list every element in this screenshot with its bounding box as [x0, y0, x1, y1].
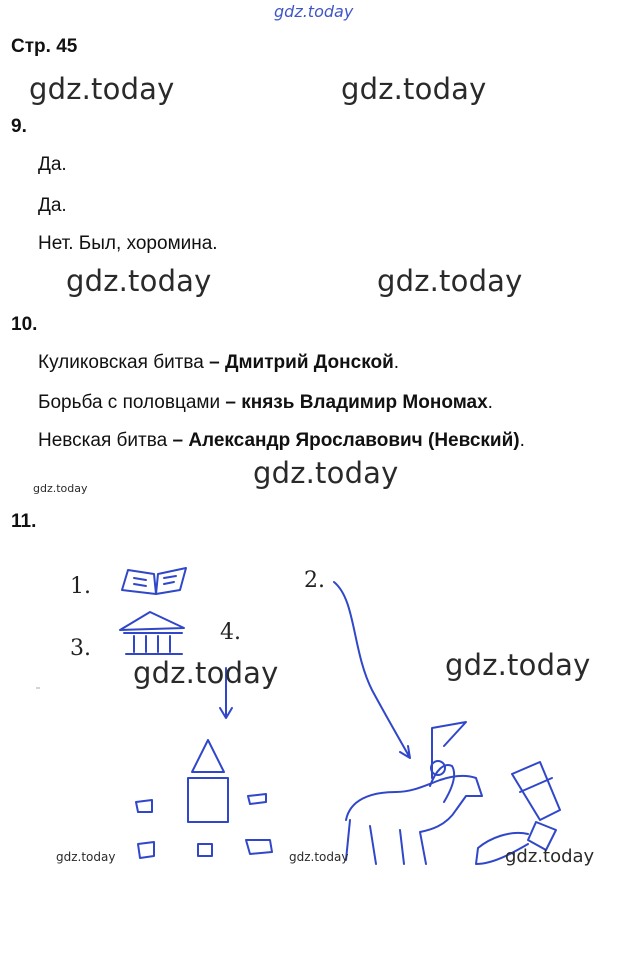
question-number-11: 11. — [11, 511, 37, 532]
answer-10-3 — [38, 430, 525, 452]
watermark: gdz.today — [253, 456, 399, 490]
drawing-label-4: 4. — [220, 620, 241, 645]
event-name: Борьба с половцами — [38, 392, 221, 413]
watermark: gdz.today — [377, 264, 523, 298]
page-title: Стр. 45 — [11, 36, 78, 57]
person-name: Дмитрий Донской — [224, 352, 394, 373]
watermark: gdz.today — [445, 648, 591, 682]
drawing-label-2: 2. — [304, 568, 325, 593]
period: . — [393, 352, 400, 373]
watermark-small: gdz.today — [505, 846, 595, 867]
book-icon — [122, 568, 186, 594]
watermark-small: gdz.today — [56, 850, 116, 864]
period: . — [519, 430, 525, 451]
event-name: Невская битва — [38, 430, 168, 451]
drawing-label-1: 1. — [70, 574, 91, 599]
answer-9-2: Да. — [38, 195, 67, 216]
church-icon — [136, 740, 272, 858]
dash: – — [167, 430, 189, 451]
watermark-small: gdz.today — [33, 482, 88, 495]
question-number-10: 10. — [11, 314, 38, 335]
watermark: gdz.today — [66, 264, 212, 298]
person-name: князь Владимир Мономах — [241, 392, 488, 413]
answer-10-2 — [38, 392, 493, 414]
horse-rider-icon — [346, 722, 482, 864]
arrow-icon — [334, 582, 410, 758]
answer-9-3: Нет. Был, хоромина. — [38, 233, 218, 254]
watermark: gdz.today — [29, 72, 175, 106]
event-name: Куликовская битва — [38, 352, 204, 373]
watermark-top: gdz.today — [274, 2, 354, 21]
watermark: gdz.today — [341, 72, 487, 106]
watermark-small: gdz.today — [289, 850, 349, 864]
hand-drawing — [0, 530, 632, 890]
person-name: Александр Ярославович (Невский) — [188, 430, 520, 451]
drawing-label-3: 3. — [70, 636, 91, 661]
temple-icon — [120, 612, 184, 654]
dash: – — [220, 392, 242, 413]
dash: – — [203, 352, 225, 373]
period: . — [487, 392, 493, 413]
question-number-9: 9. — [11, 116, 27, 137]
answer-9-1: Да. — [38, 154, 67, 175]
answer-10-1 — [38, 352, 399, 374]
watermark: gdz.today — [133, 656, 279, 690]
